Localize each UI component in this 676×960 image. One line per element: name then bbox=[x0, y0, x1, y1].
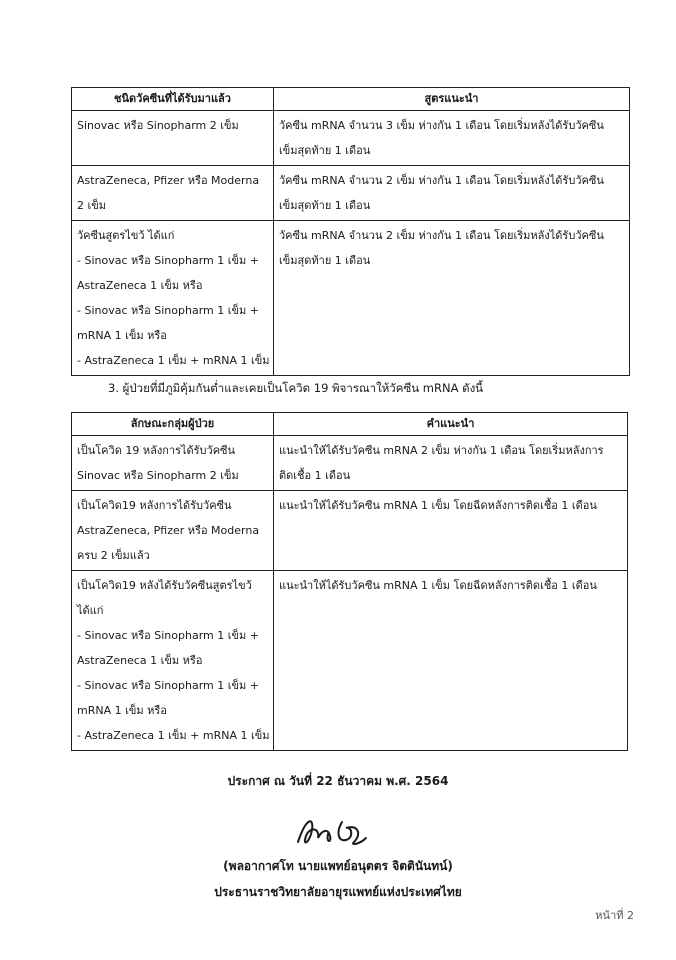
signer-title: ประธานราชวิทยาลัยอายุรแพทย์แห่งประเทศไทย bbox=[214, 885, 462, 899]
table-cell: แนะนำให้ได้รับวัคซีน mRNA 1 เข็ม โดยฉีดหลังการติดเชื้อ 1 เดือน bbox=[274, 491, 628, 571]
section-3-heading: 3. ผู้ป่วยที่มีภูมิคุ้มกันต่ำและเคยเป็นโควิด 19 พิจารณาให้วัคซีน mRNA ดังนี้ bbox=[108, 381, 484, 395]
table-row bbox=[72, 221, 630, 376]
table-cell: เป็นโควิด19 หลังได้รับวัคซีนสูตรไขว้ ได้แก่ - Sinovac หรือ Sinopharm 1 เข็ม + AstraZeneca 1 เข็ม หรือ - Sinovac หรือ Sinopharm 1 เข็ม + mRNA 1 เข็ม หรือ - AstraZeneca 1 เข็ม + mRNA 1 เข็ม bbox=[72, 571, 274, 751]
announcement-date: ประกาศ ณ วันที่ 22 ธันวาคม พ.ศ. 2564 bbox=[227, 774, 449, 788]
table-cell: แนะนำให้ได้รับวัคซีน mRNA 2 เข็ม ห่างกัน 1 เดือน โดยเริ่มหลังการ ติดเชื้อ 1 เดือน bbox=[274, 436, 628, 491]
table-cell: วัคซีน mRNA จำนวน 3 เข็ม ห่างกัน 1 เดือน โดยเริ่มหลังได้รับวัคซีน เข็มสุดท้าย 1 เดือน bbox=[274, 111, 630, 166]
table-row bbox=[72, 436, 628, 491]
table-row bbox=[72, 166, 630, 221]
table-cell: วัคซีน mRNA จำนวน 2 เข็ม ห่างกัน 1 เดือน โดยเริ่มหลังได้รับวัคซีน เข็มสุดท้าย 1 เดือน bbox=[274, 166, 630, 221]
table-cell: แนะนำให้ได้รับวัคซีน mRNA 1 เข็ม โดยฉีดหลังการติดเชื้อ 1 เดือน bbox=[274, 571, 628, 751]
signer-name: (พลอากาศโท นายแพทย์อนุตตร จิตตินันทน์) bbox=[223, 859, 453, 873]
table2-header-recommendation: คำแนะนำ bbox=[274, 413, 628, 436]
table-cell: วัคซีน mRNA จำนวน 2 เข็ม ห่างกัน 1 เดือน โดยเริ่มหลังได้รับวัคซีน เข็มสุดท้าย 1 เดือน bbox=[274, 221, 630, 376]
table1-header-recommended-formula: สูตรแนะนำ bbox=[274, 88, 630, 111]
table-cell: เป็นโควิด 19 หลังการได้รับวัคซีน Sinovac หรือ Sinopharm 2 เข็ม bbox=[72, 436, 274, 491]
table-row bbox=[72, 111, 630, 166]
table-cell: AstraZeneca, Pfizer หรือ Moderna 2 เข็ม bbox=[72, 166, 274, 221]
table1-header-vaccine-received: ชนิดวัคซีนที่ได้รับมาแล้ว bbox=[72, 88, 274, 111]
immunocompromised-recommendation-table bbox=[71, 412, 628, 751]
table-cell: เป็นโควิด19 หลังการได้รับวัคซีน AstraZeneca, Pfizer หรือ Moderna ครบ 2 เข็มแล้ว bbox=[72, 491, 274, 571]
page-number: หน้าที่ 2 bbox=[595, 909, 634, 922]
handwritten-signature bbox=[292, 812, 382, 852]
table-row bbox=[72, 571, 628, 751]
table-cell: วัคซีนสูตรไขว้ ได้แก่ - Sinovac หรือ Sinopharm 1 เข็ม + AstraZeneca 1 เข็ม หรือ - Sinovac หรือ Sinopharm 1 เข็ม + mRNA 1 เข็ม หรือ - AstraZeneca 1 เข็ม + mRNA 1 เข็ม bbox=[72, 221, 274, 376]
table-cell: Sinovac หรือ Sinopharm 2 เข็ม bbox=[72, 111, 274, 166]
table-row bbox=[72, 491, 628, 571]
vaccine-formula-table bbox=[71, 87, 630, 376]
table2-header-patient-group: ลักษณะกลุ่มผู้ป่วย bbox=[72, 413, 274, 436]
